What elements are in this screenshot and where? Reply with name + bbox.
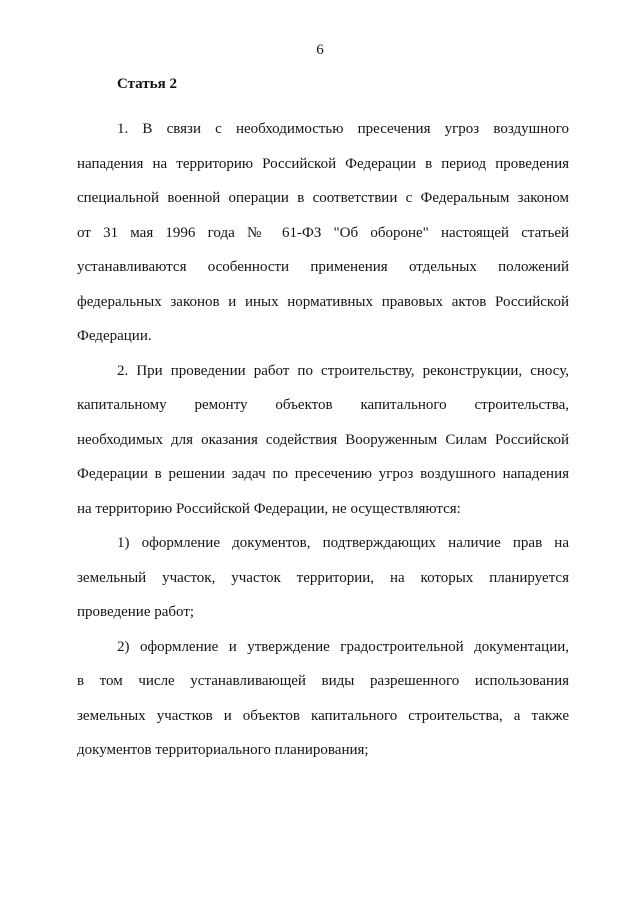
paragraph-line: капитальному ремонту объектов капитального строительства, <box>77 397 569 413</box>
paragraph-line: 1) оформление документов, подтверждающих наличие прав на <box>117 535 569 551</box>
paragraph-line: нападения на территорию Российской Федерации в период проведения <box>77 155 569 172</box>
paragraph-line: федеральных законов и иных нормативных правовых актов Российской <box>77 293 569 310</box>
paragraph-line: 2) оформление и утверждение градостроительной документации, <box>117 638 569 655</box>
document-body <box>77 73 569 768</box>
paragraph-line: в том числе устанавливающей виды разрешенного использования <box>77 673 569 689</box>
paragraph-line: документов территориального планирования; <box>77 742 369 758</box>
spacer <box>77 95 569 112</box>
paragraph-line: специальной военной операции в соответствии с Федеральным законом <box>77 190 569 206</box>
list-item-2 <box>77 630 569 768</box>
paragraph-line: от 31 мая 1996 года № 61-ФЗ "Об обороне" настоящей статьей <box>77 224 569 241</box>
list-item-1 <box>77 526 569 630</box>
paragraph-line: проведение работ; <box>77 604 195 620</box>
paragraph-line: земельных участков и объектов капитального строительства, а также <box>77 707 569 724</box>
paragraph-line: на территорию Российской Федерации, не осуществляются: <box>77 500 461 517</box>
paragraph-line: Федерации. <box>77 328 152 344</box>
paragraph-line: необходимых для оказания содействия Вооруженным Силам Российской <box>77 431 569 448</box>
paragraph-line: Федерации в решении задач по пресечению угроз воздушного нападения <box>77 466 569 482</box>
paragraph-2 <box>77 354 569 527</box>
paragraph-line: земельный участок, участок территории, на которых планируется <box>77 569 569 586</box>
paragraph-line: устанавливаются особенности применения отдельных положений <box>77 259 569 275</box>
page-number: 6 <box>316 42 324 58</box>
paragraph-line: 2. При проведении работ по строительству, реконструкции, сносу, <box>117 362 569 379</box>
paragraph-1 <box>77 112 569 354</box>
article-heading: Статья 2 <box>117 76 177 92</box>
paragraph-line: 1. В связи с необходимостью пресечения угроз воздушного <box>117 121 569 137</box>
